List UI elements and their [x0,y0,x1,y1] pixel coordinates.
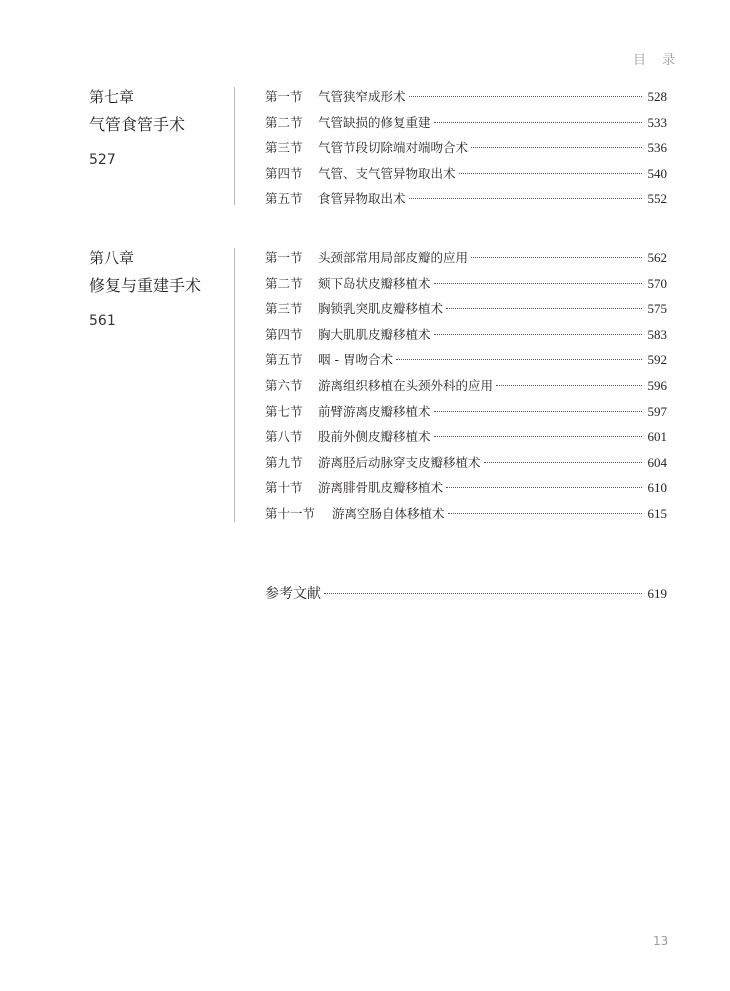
toc-entry[interactable] [265,504,667,530]
section-number: 第五节 [265,352,303,368]
dot-leader [434,411,642,412]
section-number: 第四节 [265,165,303,181]
dot-leader [324,593,642,594]
section-page: 536 [647,140,667,156]
section-page: 570 [647,275,667,291]
section-page: 601 [647,429,667,445]
section-title: 气管、支气管异物取出术 [318,165,456,181]
toc-entry[interactable] [265,189,667,215]
section-number: 第一节 [265,89,303,104]
section-title: 气管缺损的修复重建 [318,114,431,130]
section-list [265,248,667,530]
section-page: 575 [647,301,667,317]
dot-leader [471,257,642,258]
section-title: 胸锁乳突肌皮瓣移植术 [318,301,444,317]
chapter-title: 气管食管手术 [89,115,186,134]
toc-entry[interactable] [265,427,667,453]
section-number: 第七节 [265,403,303,419]
section-number: 第五节 [265,191,303,207]
dot-leader [434,122,642,123]
toc-entry[interactable] [265,87,667,113]
section-page: 615 [647,505,667,521]
dot-leader [434,283,642,284]
dot-leader [446,487,642,488]
section-title: 游离胫后动脉穿支皮瓣移植术 [318,454,481,470]
section-number: 第十节 [265,480,303,496]
toc-entry[interactable] [265,164,667,190]
chapter-page: 527 [89,152,116,168]
section-list [265,87,667,215]
section-title: 头颈部常用局部皮瓣的应用 [318,250,469,265]
running-header: 目 录 [633,53,682,68]
section-title: 游离组织移植在头颈外科的应用 [318,377,494,393]
section-page: 583 [647,326,667,342]
dot-leader [484,462,642,463]
toc-entry[interactable] [265,248,667,274]
section-number: 第八节 [265,429,303,445]
section-page: 562 [647,250,667,265]
chapter-heading [89,248,201,330]
section-title: 食管异物取出术 [318,191,406,207]
section-title: 气管节段切除端对端吻合术 [318,140,469,156]
toc-entry[interactable] [265,453,667,479]
section-page: 528 [647,89,667,104]
dot-leader [396,359,642,360]
section-number: 第六节 [265,377,303,393]
section-page: 610 [647,480,667,496]
chapter-heading [89,87,185,169]
section-title: 游离空肠自体移植术 [332,505,445,521]
references-page: 619 [647,586,667,601]
section-page: 596 [647,377,667,393]
section-title: 咽 - 胃吻合术 [318,352,393,368]
dot-leader [434,334,642,335]
dot-leader [459,173,642,174]
section-number: 第一节 [265,250,303,265]
section-number: 第二节 [265,275,303,291]
chapter-title: 修复与重建手术 [89,276,202,295]
chapter-divider-line [234,87,235,205]
toc-entry[interactable] [265,274,667,300]
section-title: 胸大肌肌皮瓣移植术 [318,326,431,342]
chapter-number: 第八章 [89,249,135,267]
page-number: 13 [653,934,669,948]
section-number: 第四节 [265,326,303,342]
section-number: 第二节 [265,114,303,130]
section-number: 第三节 [265,140,303,156]
dot-leader [434,436,642,437]
chapter-divider-line [234,248,235,522]
section-number: 第三节 [265,301,303,317]
dot-leader [471,147,642,148]
section-page: 540 [647,165,667,181]
section-page: 592 [647,352,667,368]
toc-entry[interactable] [265,478,667,504]
section-page: 533 [647,114,667,130]
dot-leader [446,308,642,309]
chapter-number: 第七章 [89,88,135,106]
dot-leader [409,198,642,199]
toc-entry[interactable] [265,376,667,402]
toc-entry[interactable] [265,402,667,428]
section-title: 颏下岛状皮瓣移植术 [318,275,431,291]
section-page: 604 [647,454,667,470]
toc-entry[interactable] [265,350,667,376]
section-title: 气管狭窄成形术 [318,89,406,104]
dot-leader [448,513,642,514]
section-page: 597 [647,403,667,419]
section-number: 第十一节 [265,505,316,521]
toc-entry[interactable] [265,299,667,325]
toc-entry[interactable] [265,325,667,351]
dot-leader [496,385,642,386]
references-entry[interactable] [265,583,667,609]
chapter-page: 561 [89,313,116,329]
section-title: 前臂游离皮瓣移植术 [318,403,431,419]
toc-entry[interactable] [265,113,667,139]
section-title: 股前外侧皮瓣移植术 [318,429,431,445]
references-title: 参考文献 [265,586,321,602]
section-number: 第九节 [265,454,303,470]
section-page: 552 [647,191,667,207]
toc-entry[interactable] [265,138,667,164]
dot-leader [409,96,642,97]
section-title: 游离腓骨肌皮瓣移植术 [318,480,444,496]
